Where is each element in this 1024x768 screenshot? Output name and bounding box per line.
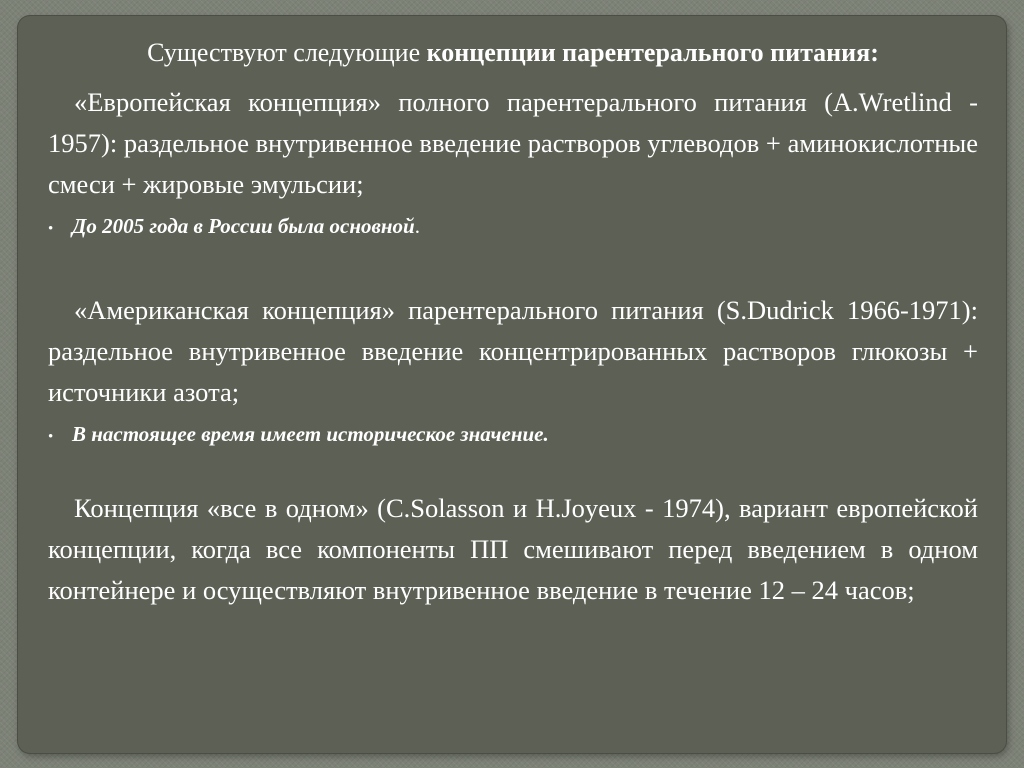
intro-lead: Существуют следующие (147, 38, 427, 67)
slide-content-panel (18, 16, 1006, 753)
bullet-icon: • (48, 429, 54, 445)
intro-bold: концепции парентерального питания: (426, 38, 879, 67)
european-concept-paragraph: «Европейская концепция» полного парентерального питания (A.Wretlind - 1957): раздельное внутривенное введение растворов углеводов + аминокислотные смеси + жировые эмульсии; (48, 87, 978, 199)
bullet-icon: • (48, 221, 54, 237)
intro-heading (48, 34, 978, 72)
spacer (48, 452, 978, 488)
american-concept-paragraph: «Американская концепция» парентерального питания (S.Dudrick 1966-1971): раздельное внутривенное введение концентрированных растворов глюкозы + источники азота; (48, 295, 978, 407)
european-note-text: До 2005 года в России была основной (72, 214, 415, 238)
all-in-one-paragraph: Концепция «все в одном» (C.Solasson и H.Joyeux - 1974), вариант европейской концепции, когда все компоненты ПП смешивают перед введением в одном контейнере и осуществляют внутривенное введение в течение 12 – 24 часов; (48, 493, 978, 605)
american-note (48, 419, 978, 452)
american-note-text: В настоящее время имеет историческое значение. (72, 422, 549, 446)
european-note (48, 211, 978, 244)
spacer (48, 244, 978, 290)
european-note-period: . (414, 214, 420, 238)
